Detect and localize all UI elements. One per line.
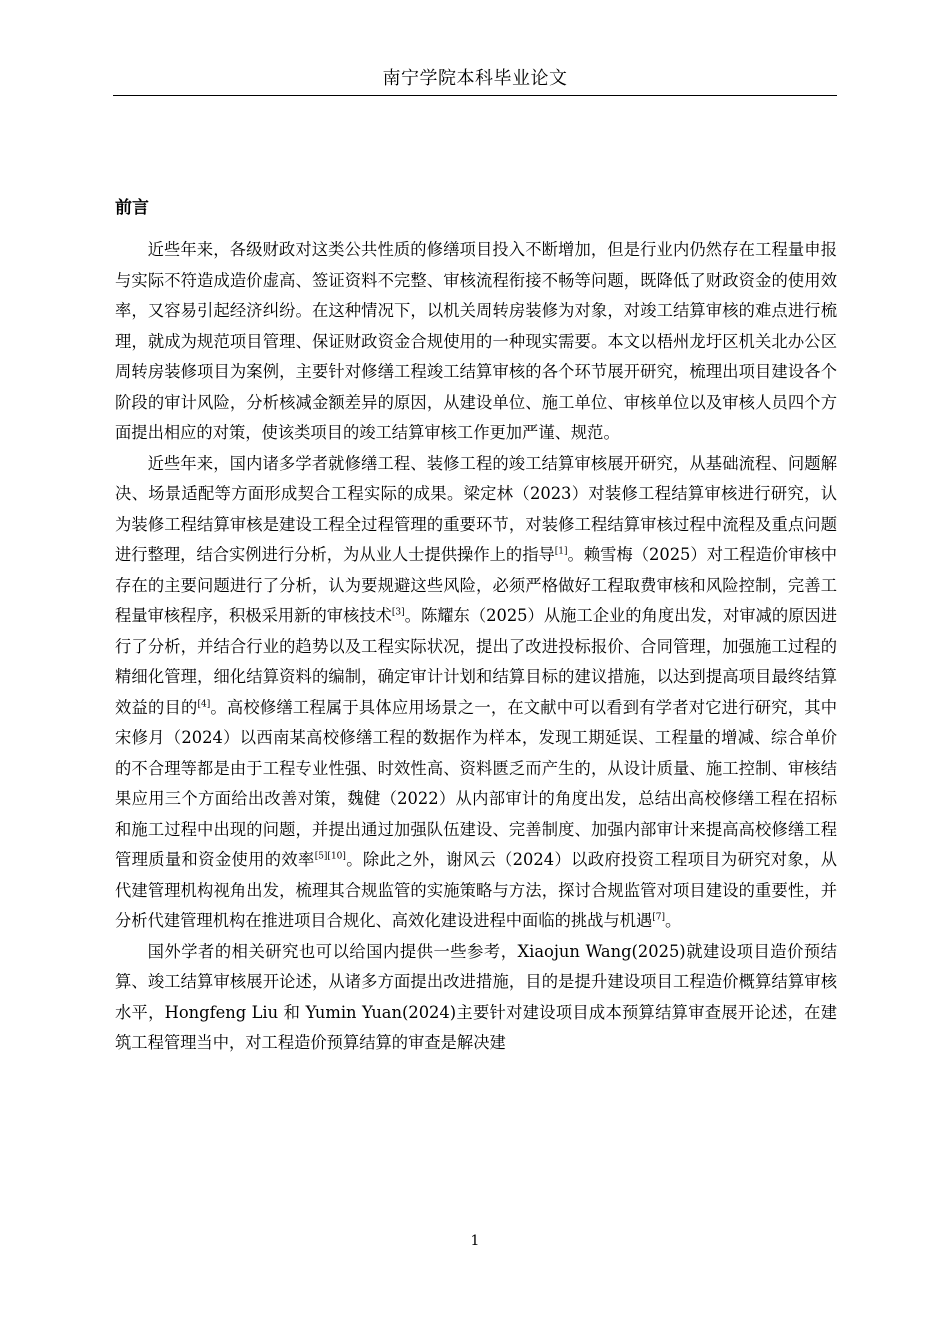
paragraph-text: 。高校修缮工程属于具体应用场景之一，在文献中可以看到有学者对它进行研究，其中宋修月（2024）以西南某高校修缮工程的数据作为样本，发现工期延误、工程量的增减、综合单价的不合理等都是由于工程专业性强、时效性高、资料匮乏而产生的，从设计质量、施工控制、审核结果应用三个方面给出改善对策，魏健（2022）从内部审计的角度出发，总结出高校修缮工程在招标和施工过程中出现的问题，并提出通过加强队伍建设、完善制度、加强内部审计来提高高校修缮工程管理质量和资金使用的效率 xyxy=(115,697,837,869)
paragraph-text: 。陈耀东（2025）从施工企业的角度出发，对审减的原因进行了分析，并结合行业的趋势以及工程实际状况，提出了改进投标报价、合同管理，加强施工过程的精细化管理，细化结算资料的编制，确定审计计划和结算目标的建议措施，以达到提高项目最终结算效益的目的 xyxy=(115,606,838,717)
body-text xyxy=(115,235,837,1059)
citation-ref: [3] xyxy=(391,607,405,618)
running-header: 南宁学院本科毕业论文 xyxy=(382,68,568,89)
page-number: 1 xyxy=(470,1233,480,1249)
paragraph-2 xyxy=(115,449,837,937)
section-title: 前言 xyxy=(115,198,149,218)
citation-ref: [4] xyxy=(197,699,211,710)
header-divider xyxy=(113,95,837,96)
citation-ref: [1] xyxy=(554,546,568,557)
paragraph-text: 。 xyxy=(665,911,682,930)
paragraph-text: 近些年来，国内诸多学者就修缮工程、装修工程的竣工结算审核展开研究，从基础流程、问题解决、场景适配等方面形成契合工程实际的成果。梁定林（2023）对装修工程结算审核进行研究，认为装修工程结算审核是建设工程全过程管理的重要环节，对装修工程结算审核过程中流程及重点问题进行整理，结合实例进行分析，为从业人士提供操作上的指导 xyxy=(115,453,837,564)
paragraph-1: 近些年来，各级财政对这类公共性质的修缮项目投入不断增加，但是行业内仍然存在工程量申报与实际不符造成造价虚高、签证资料不完整、审核流程衔接不畅等问题，既降低了财政资金的使用效率，又容易引起经济纠纷。在这种情况下，以机关周转房装修为对象，对竣工结算审核的难点进行梳理，就成为规范项目管理、保证财政资金合规使用的一种现实需要。本文以梧州龙圩区机关北办公区周转房装修项目为案例，主要针对修缮工程竣工结算审核的各个环节展开研究，梳理出项目建设各个阶段的审计风险，分析核减金额差异的原因，从建设单位、施工单位、审核单位以及审核人员四个方面提出相应的对策，使该类项目的竣工结算审核工作更加严谨、规范。 xyxy=(115,240,837,442)
paragraph-text: 。除此之外，谢风云（2024）以政府投资工程项目为研究对象，从代建管理机构视角出发，梳理其合规监管的实施策略与方法，探讨合规监管对项目建设的重要性，并分析代建管理机构在推进项目合规化、高效化建设进程中面临的挑战与机遇 xyxy=(115,850,837,930)
citation-ref: [7] xyxy=(652,912,666,923)
paragraph-text: 。赖雪梅（2025）对工程造价审核中存在的主要问题进行了分析，认为要规避这些风险，必须严格做好工程取费审核和风险控制，完善工程量审核程序，积极采用新的审核技术 xyxy=(115,545,838,625)
paragraph-3: 国外学者的相关研究也可以给国内提供一些参考，Xiaojun Wang(2025)就建设项目造价预结算、竣工结算审核展开论述，从诸多方面提出改进措施，目的是提升建设项目工程造价概算结算审核水平，Hongfeng Liu 和 Yumin Yuan(2024)主要针对建设项目成本预算结算审查展开论述，在建筑工程管理当中，对工程造价预算结算的审查是解决建 xyxy=(115,941,837,1052)
citation-ref: [5][10] xyxy=(314,851,346,862)
